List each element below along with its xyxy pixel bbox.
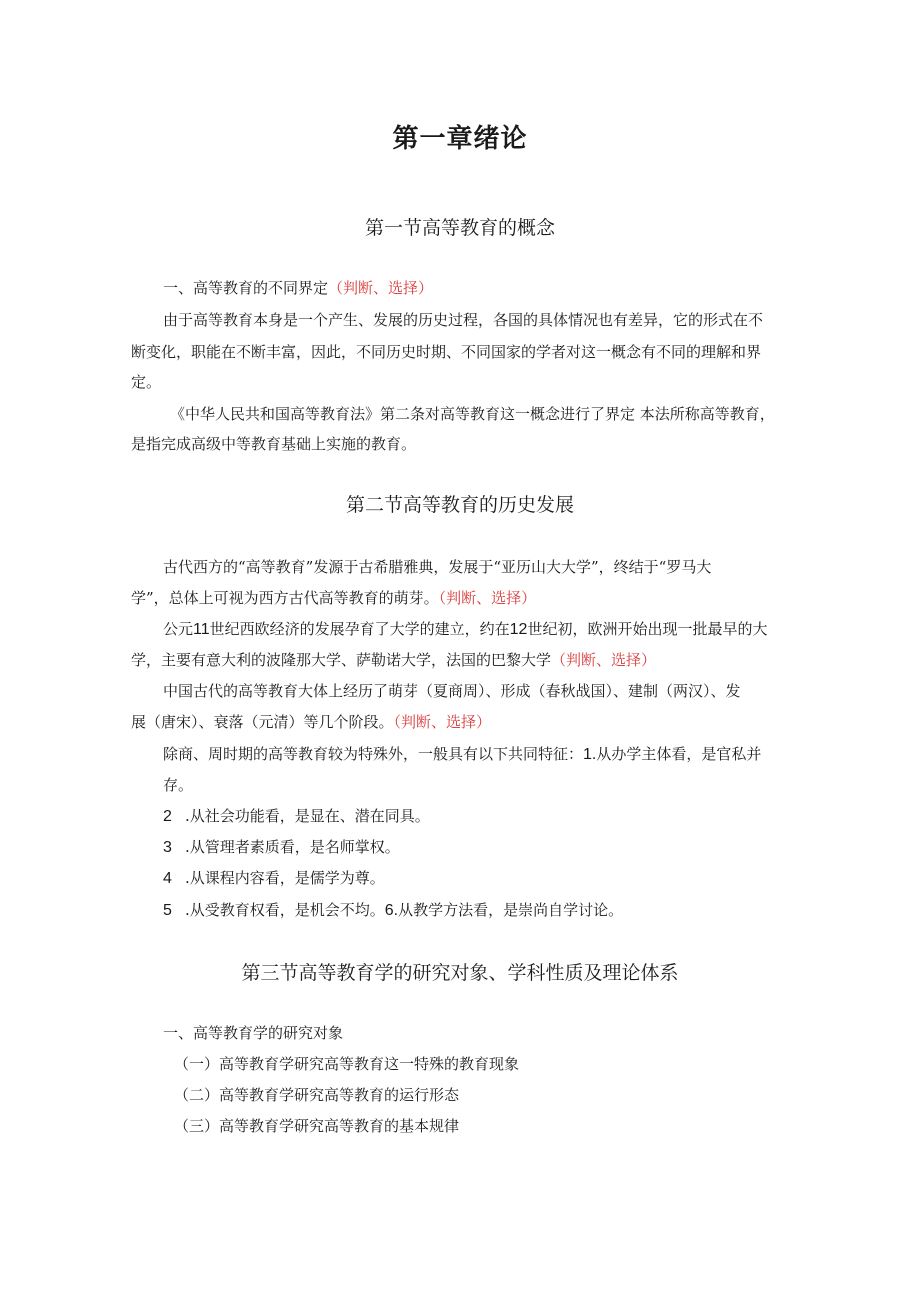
feature-item <box>163 900 623 921</box>
exam-tag: （判断、选择） <box>551 651 657 669</box>
paragraph-line: 存。 <box>163 776 194 794</box>
feature-number: 3 <box>163 839 172 856</box>
feature-number: 2 <box>163 808 172 825</box>
paragraph-line: 古代西方的“高等教育”发源于古希腊雅典，发展于“亚历山大大学”，终结于“罗马大 <box>163 558 712 576</box>
number: 11 <box>193 621 210 638</box>
number: 12 <box>509 621 528 638</box>
paragraph-line <box>163 619 767 640</box>
line-text: 学”，总体上可视为西方古代高等教育的萌芽。 <box>131 589 439 607</box>
exam-tag: （判断、选择） <box>328 279 434 297</box>
section-3-title: 第三节高等教育学的研究对象、学科性质及理论体系 <box>241 962 679 984</box>
line-text: 公元 <box>163 620 194 638</box>
paragraph-line: 由于高等教育本身是一个产生、发展的历史过程，各国的具体情况也有差异，它的形式在不 <box>163 311 764 329</box>
subitem: （一）高等教育学研究高等教育这一特殊的教育现象 <box>174 1055 520 1073</box>
feature-item <box>163 806 430 827</box>
exam-tag: （判断、选择） <box>393 713 492 731</box>
paragraph-line: 定。 <box>131 373 162 391</box>
feature-text: .从管理者素质看，是名师掌权。 <box>185 838 400 856</box>
paragraph-line <box>131 712 491 732</box>
paragraph-line: 中国古代的高等教育大体上经历了萌芽（夏商周）、形成（春秋战国）、建制（两汉）、发 <box>163 682 741 700</box>
paragraph-line <box>131 588 536 608</box>
section-1-item-1 <box>163 278 433 298</box>
line-text: 学，主要有意大利的波隆那大学、萨勒诺大学，法国的巴黎大学 <box>131 651 552 669</box>
paragraph-line <box>163 744 761 765</box>
section-2-title: 第二节高等教育的历史发展 <box>345 494 574 516</box>
feature-text: .从课程内容看，是儒学为尊。 <box>185 869 385 887</box>
paragraph-line <box>131 650 656 670</box>
section-3-item-1: 一、高等教育学的研究对象 <box>163 1024 344 1042</box>
subitem: （三）高等教育学研究高等教育的基本规律 <box>174 1117 460 1135</box>
number: 1. <box>583 746 597 763</box>
exam-tag: （判断、选择） <box>438 589 537 607</box>
line-text: 从办学主体看，是官私并 <box>596 745 762 763</box>
paragraph-line: 断变化，职能在不断丰富，因此，不同历史时期、不同国家的学者对这一概念有不同的理解和界 <box>131 343 762 361</box>
feature-item <box>163 837 400 858</box>
chapter-title: 第一章绪论 <box>392 124 528 154</box>
feature-text: .从受教育权看，是机会不均。 <box>185 901 385 919</box>
feature-text: 从教学方法看，是崇尚自学讨论。 <box>398 901 624 919</box>
feature-number: 5 <box>163 902 172 919</box>
section-1-title: 第一节高等教育的概念 <box>364 217 555 239</box>
paragraph-line: 是指完成高级中等教育基础上实施的教育。 <box>131 435 417 453</box>
item-label: 一、高等教育的不同界定 <box>163 279 329 297</box>
feature-text: .从社会功能看，是显在、潜在同具。 <box>185 807 430 825</box>
feature-item <box>163 868 385 889</box>
line-text: 世纪西欧经济的发展孕育了大学的建立，约在 <box>209 620 510 638</box>
line-text: 世纪初，欧洲开始出现一批最早的大 <box>527 620 768 638</box>
number: 6. <box>384 902 399 919</box>
paragraph-line: 《中华人民共和国高等教育法》第二条对高等教育这一概念进行了界定 本法所称高等教育， <box>170 405 775 423</box>
feature-number: 4 <box>163 870 172 887</box>
line-text: 展（唐宋）、衰落（元清）等几个阶段。 <box>131 713 394 731</box>
subitem: （二）高等教育学研究高等教育的运行形态 <box>174 1086 460 1104</box>
line-text: 除商、周时期的高等教育较为特殊外，一般具有以下共同特征： <box>163 745 584 763</box>
